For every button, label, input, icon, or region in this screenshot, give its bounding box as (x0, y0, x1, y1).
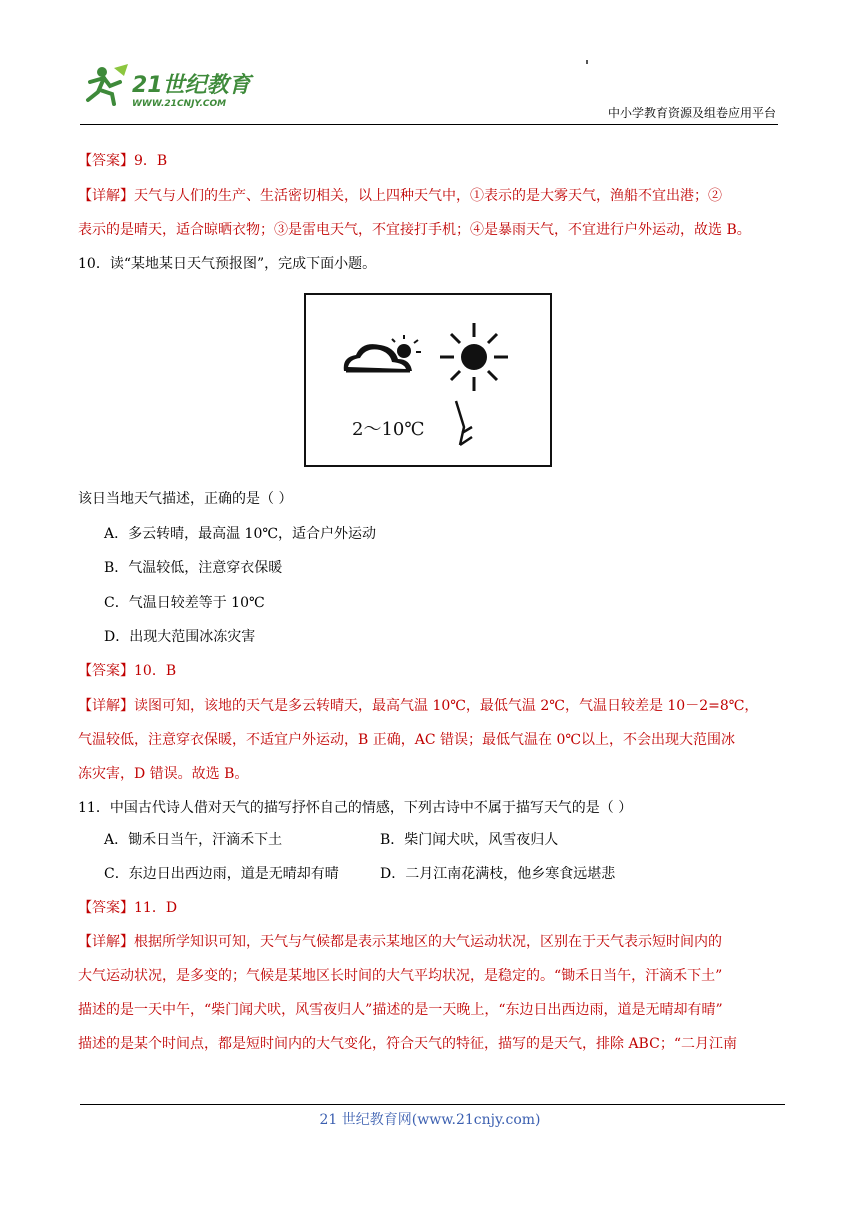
figure-temperature: 2～10℃ (352, 419, 425, 440)
q10-option-c: C．气温日较差等于 10℃ (104, 595, 265, 611)
q11-detail-line4: 描述的是某个时间点，都是短时间内的大气变化，符合天气的特征，描写的是天气，排除 ABC；“二月江南 (78, 1036, 737, 1052)
site-logo (80, 62, 280, 112)
weather-forecast-figure (304, 293, 552, 467)
q11-option-c: C．东边日出西边雨，道是无晴却有晴 (104, 866, 339, 882)
q10-detail-line1: 【详解】读图可知，该地的天气是多云转晴天，最高气温 10℃，最低气温 2℃，气温日较差是 10－2=8℃， (78, 698, 759, 714)
footer-divider (80, 1104, 785, 1105)
q10-detail-line2: 气温较低，注意穿衣保暖，不适宜户外运动，B 正确，AC 错误；最低气温在 0℃以上，不会出现大范围冰 (78, 732, 736, 748)
q10-option-d: D．出现大范围冰冻灾害 (104, 629, 256, 645)
q10-question: 该日当地天气描述，正确的是（ ） (78, 491, 293, 507)
logo-text: 21世纪教育 (132, 73, 251, 98)
q10-stem: 10．读“某地某日天气预报图”，完成下面小题。 (78, 256, 377, 272)
q11-detail-line1: 【详解】根据所学知识可知，天气与气候都是表示某地区的大气运动状况，区别在于天气表示短时间内的 (78, 934, 722, 950)
q11-option-b: B．柴门闻犬吠，风雪夜归人 (380, 832, 559, 848)
weather-symbols (306, 295, 550, 465)
q11-detail-line3: 描述的是一天中午，“柴门闻犬吠，风雪夜归人”描述的是一天晚上，“东边日出西边雨，道是无晴却有晴” (78, 1002, 723, 1018)
q10-detail-line3: 冻灾害，D 错误。故选 B。 (78, 766, 249, 782)
header-mark (586, 60, 588, 64)
q11-stem: 11．中国古代诗人借对天气的描写抒怀自己的情感，下列古诗中不属于描写天气的是（ ） (78, 800, 633, 816)
q11-option-a: A．锄禾日当午，汗滴禾下土 (104, 832, 283, 848)
q10-option-a: A．多云转晴，最高温 10℃，适合户外运动 (104, 526, 377, 542)
q9-answer: 【答案】9．B (78, 153, 168, 169)
sun-icon (440, 323, 508, 391)
q9-detail-line2: 表示的是晴天，适合晾晒衣物；③是雷电天气，不宜接打手机；④是暴雨天气，不宜进行户外运动，故选 B。 (78, 222, 751, 238)
platform-name: 中小学教育资源及组卷应用平台 (607, 106, 776, 120)
wind-symbol-icon (456, 401, 472, 445)
q10-option-b: B．气温较低，注意穿衣保暖 (104, 560, 283, 576)
header-divider (80, 124, 778, 125)
footer-site-link[interactable]: 21 世纪教育网(www.21cnjy.com) (319, 1112, 541, 1128)
q11-detail-line2: 大气运动状况，是多变的；气候是某地区长时间的大气平均状况，是稳定的。“锄禾日当午，汗滴禾下土” (78, 968, 723, 984)
logo-url: WWW.21CNJY.COM (132, 99, 227, 109)
q9-detail-line1: 【详解】天气与人们的生产、生活密切相关，以上四种天气中，①表示的是大雾天气，渔船不宜出港；② (78, 188, 722, 204)
runner-icon (88, 64, 128, 104)
q11-option-d: D．二月江南花满枝，他乡寒食远堪悲 (380, 866, 616, 882)
q11-answer: 【答案】11．D (78, 900, 178, 916)
q10-answer: 【答案】10．B (78, 663, 177, 679)
cloudy-sun-icon (344, 335, 421, 371)
